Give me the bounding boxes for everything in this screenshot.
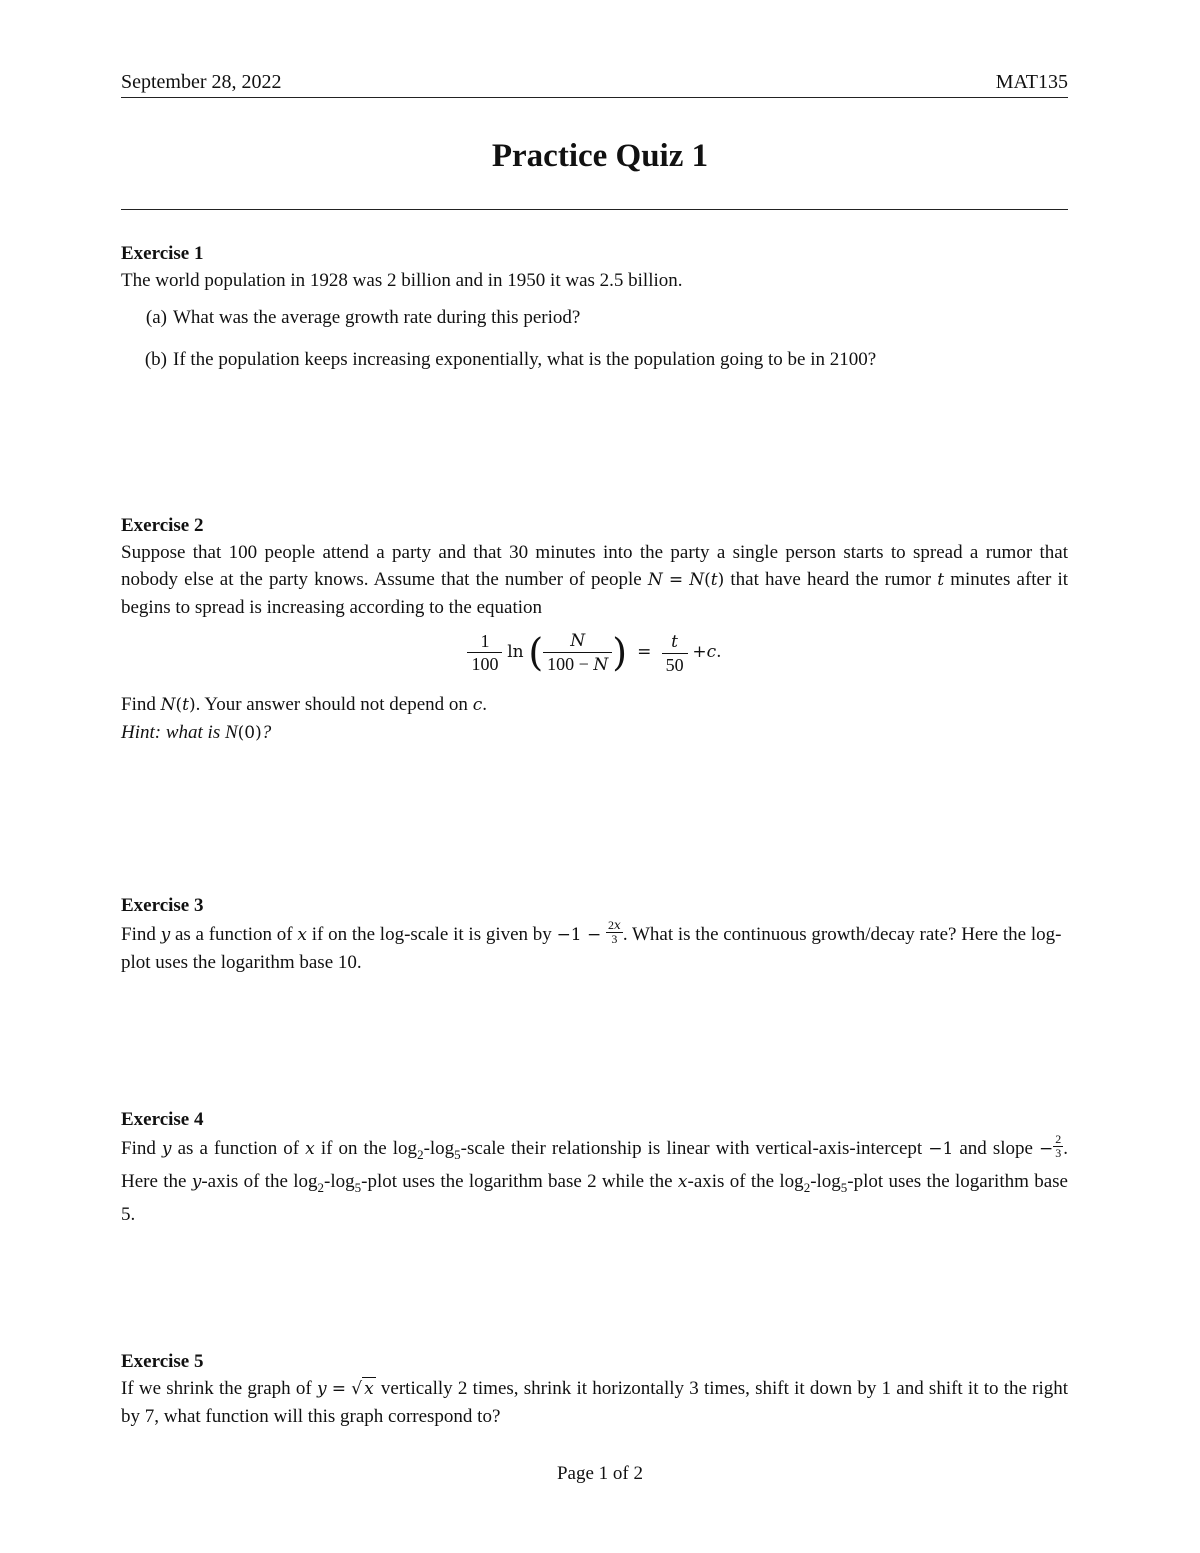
exercise-2: [121, 512, 1068, 747]
exercise-text: Find y as a function of x if on the $\log_2-\log_5$-scale their relationship is linear with vertical-axis-intercept −1 and slope − $\frac{2}{3}$ . Here the y-axis of the $\log_2-\log_5$-plot uses the logarithm base 2 while the x-axis of the $\log_2-\log_5$-plot uses the logarithm base 5.: [121, 1132, 1068, 1225]
subquestion-text: What was the average growth rate during this period?: [173, 307, 581, 328]
exercise-5: [121, 1348, 1068, 1430]
exercise-heading: Exercise 3: [121, 895, 204, 916]
exercise-text: If we shrink the graph of y = √ x vertically 2 times, shrink it horizontally 3 times, shift it down by 1 and shift it to the right by 7, what function will this graph correspond to?: [121, 1378, 1069, 1427]
exercise-text: Find y as a function of x if on the log-scale it is given by −1 − $\frac{2x}{3}$ . What is the continuous growth/decay rate? Here the log-plot uses the logarithm base 10.: [121, 918, 1062, 973]
page-title: Practice Quiz 1: [491, 138, 709, 174]
exercise-text: Suppose that 100 people attend a party and that 30 minutes into the party a single person starts to spread a rumor that nobody else at the party knows. Assume that the number of people N = N(t) that have heard the rumor t minutes after it begins to spread is increasing according to the equation: [121, 542, 1069, 618]
title-rule: [121, 209, 1068, 210]
hint-text: Hint: what is N(0)?: [121, 722, 272, 743]
header-date: September 28, 2022: [121, 71, 282, 93]
subquestion-label: (a): [145, 307, 167, 328]
exercise-heading: Exercise 2: [121, 515, 204, 536]
subquestion-text: If the population keeps increasing exponentially, what is the population going to be in 2100?: [173, 349, 877, 370]
exercise-3: [121, 892, 1068, 976]
subquestion-b: [121, 346, 1068, 373]
equation: $\frac{1}{100}$ ln ( $\frac{N}{100 - N}$ ) = $\frac{t}{50}$ +c.: [121, 629, 1068, 685]
subquestion-label: (b): [144, 349, 167, 370]
exercise-text: The world population in 1928 was 2 billion and in 1950 it was 2.5 billion.: [121, 270, 683, 291]
exercise-4: [121, 1106, 1068, 1228]
page-number: Page 1 of 2: [556, 1463, 643, 1484]
exercise-heading: Exercise 5: [121, 1351, 204, 1372]
exercise-1: [121, 240, 1068, 373]
subquestion-list: [121, 304, 1068, 373]
subquestion-a: [121, 304, 1068, 331]
header-rule: [121, 97, 1068, 98]
exercise-heading: Exercise 1: [121, 243, 204, 264]
header-course: MAT135: [995, 71, 1068, 93]
exercise-text: Find N(t). Your answer should not depend on c.: [121, 694, 487, 715]
exercise-heading: Exercise 4: [121, 1109, 204, 1130]
